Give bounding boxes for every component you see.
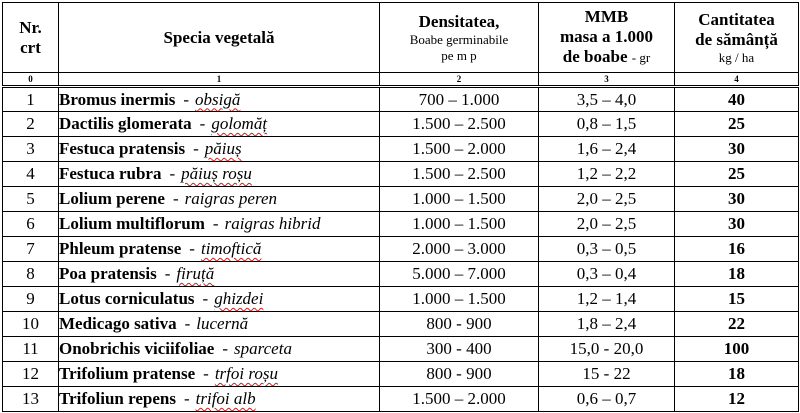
scientific-name: Lolium perene (59, 189, 165, 208)
density-cell: 2.000 – 3.000 (380, 237, 539, 262)
column-index: 4 (675, 73, 799, 87)
scientific-name: Bromus inermis (59, 89, 176, 109)
column-index: 1 (59, 73, 380, 87)
mmb-cell: 0,3 – 0,4 (539, 262, 675, 287)
row-number: 5 (3, 187, 59, 212)
name-separator: - (183, 389, 190, 408)
header-species: Specia vegetală (59, 3, 380, 73)
scientific-name: Poa pratensis (59, 264, 157, 283)
common-name: raigras hibrid (224, 214, 321, 233)
seed-table (2, 2, 799, 412)
quantity-cell: 100 (675, 337, 799, 362)
scientific-name: Dactilis glomerata (59, 114, 192, 133)
name-separator: - (212, 214, 219, 233)
scientific-name: Lotus corniculatus (59, 289, 195, 308)
header-nr-line2: crt (20, 37, 41, 57)
common-name: trifoi alb (195, 389, 256, 408)
table-row (3, 312, 799, 337)
mmb-cell: 1,6 – 2,4 (539, 137, 675, 162)
header-density (380, 3, 539, 73)
row-number: 9 (3, 287, 59, 312)
scientific-name: Lolium multiflorum (59, 214, 205, 233)
table-row (3, 237, 799, 262)
density-cell: 800 - 900 (380, 362, 539, 387)
name-separator: - (172, 189, 179, 208)
common-name: sparceta (234, 339, 292, 358)
table-row (3, 262, 799, 287)
species-cell (59, 162, 380, 187)
name-separator: - (222, 339, 229, 358)
table-row (3, 212, 799, 237)
name-separator: - (193, 139, 199, 158)
row-number: 11 (3, 337, 59, 362)
quantity-cell: 15 (675, 287, 799, 312)
density-cell: 5.000 – 7.000 (380, 262, 539, 287)
header-row (3, 3, 799, 73)
mmb-cell: 0,3 – 0,5 (539, 237, 675, 262)
name-separator: - (202, 289, 209, 308)
name-separator: - (199, 114, 206, 133)
mmb-cell: 0,6 – 0,7 (539, 387, 675, 412)
row-number: 2 (3, 112, 59, 137)
table-row (3, 112, 799, 137)
common-name: ghizdei (214, 289, 264, 308)
name-separator: - (169, 164, 176, 183)
scientific-name: Medicago sativa (59, 314, 177, 333)
table-row (3, 362, 799, 387)
row-number: 3 (3, 137, 59, 162)
scientific-name: Festuca pratensis (59, 139, 186, 158)
scientific-name: Onobrichis viciifoliae (59, 339, 215, 358)
name-separator: - (203, 364, 209, 383)
mmb-cell: 3,5 – 4,0 (539, 87, 675, 112)
quantity-cell: 30 (675, 137, 799, 162)
species-cell (59, 187, 380, 212)
mmb-cell: 0,8 – 1,5 (539, 112, 675, 137)
header-nr (3, 3, 59, 73)
header-mmb-line3 (539, 47, 674, 68)
species-cell (59, 212, 380, 237)
row-number: 12 (3, 362, 59, 387)
column-index: 0 (3, 73, 59, 87)
column-index: 3 (539, 73, 675, 87)
quantity-cell: 18 (675, 362, 799, 387)
mmb-cell: 15,0 - 20,0 (539, 337, 675, 362)
row-number: 1 (3, 87, 59, 112)
header-density-title: Densitatea, (418, 11, 500, 31)
mmb-cell: 15 - 22 (539, 362, 675, 387)
quantity-cell: 18 (675, 262, 799, 287)
density-cell: 1.000 – 1.500 (380, 187, 539, 212)
common-name: lucernă (196, 314, 249, 333)
density-cell: 1.500 – 2.000 (380, 137, 539, 162)
common-name: golomăț (211, 114, 268, 133)
table-row (3, 137, 799, 162)
quantity-cell: 30 (675, 212, 799, 237)
mmb-cell: 1,2 – 2,2 (539, 162, 675, 187)
scientific-name: Phleum pratense (59, 239, 182, 258)
species-cell (59, 362, 380, 387)
scientific-name: Trifolium pratense (59, 364, 196, 383)
name-separator: - (189, 239, 195, 258)
row-number: 8 (3, 262, 59, 287)
common-name: timoftică (200, 239, 262, 258)
header-quantity-unit: kg / ha (718, 49, 755, 65)
table-body (3, 87, 799, 412)
quantity-cell: 22 (675, 312, 799, 337)
name-separator: - (183, 89, 189, 109)
mmb-cell: 2,0 – 2,5 (539, 212, 675, 237)
header-density-sub2: pe m p (441, 47, 477, 63)
header-mmb-line2: masa a 1.000 (559, 27, 654, 46)
scientific-name: Trifoliun repens (59, 389, 176, 408)
density-cell: 700 – 1.000 (380, 87, 539, 112)
header-mmb-unit: - gr (631, 50, 651, 65)
row-number: 13 (3, 387, 59, 412)
row-number: 10 (3, 312, 59, 337)
header-mmb-title: MMB (584, 7, 629, 26)
header-quantity-title2: de sămânță (695, 29, 778, 49)
density-cell: 1.500 – 2.500 (380, 162, 539, 187)
column-index-row (3, 73, 799, 87)
common-name: păiuș (204, 139, 242, 158)
quantity-cell: 30 (675, 187, 799, 212)
header-quantity-title1: Cantitatea (698, 9, 775, 29)
table-row (3, 337, 799, 362)
density-cell: 300 - 400 (380, 337, 539, 362)
species-cell (59, 137, 380, 162)
common-name: raigras peren (184, 189, 278, 208)
scientific-name: Festuca rubra (59, 164, 162, 183)
common-name: firuță (176, 264, 215, 283)
header-density-sub1: Boabe germinabile (409, 31, 509, 47)
table-row (3, 87, 799, 112)
species-cell (59, 312, 380, 337)
density-cell: 1.000 – 1.500 (380, 212, 539, 237)
quantity-cell: 25 (675, 112, 799, 137)
mmb-cell: 1,2 – 1,4 (539, 287, 675, 312)
species-cell (59, 337, 380, 362)
density-cell: 1.500 – 2.000 (380, 387, 539, 412)
common-name: păiuș roșu (181, 164, 252, 183)
species-cell (59, 112, 380, 137)
header-mmb (539, 3, 675, 73)
table-row (3, 162, 799, 187)
common-name: obsigă (195, 89, 241, 109)
header-nr-line1: Nr. (19, 17, 42, 37)
common-name: trfoi roșu (214, 364, 278, 383)
quantity-cell: 12 (675, 387, 799, 412)
name-separator: - (184, 314, 191, 333)
density-cell: 1.500 – 2.500 (380, 112, 539, 137)
table-row (3, 387, 799, 412)
quantity-cell: 40 (675, 87, 799, 112)
row-number: 6 (3, 212, 59, 237)
name-separator: - (164, 264, 171, 283)
density-cell: 800 - 900 (380, 312, 539, 337)
species-cell (59, 287, 380, 312)
species-cell (59, 262, 380, 287)
header-quantity (675, 3, 799, 73)
row-number: 4 (3, 162, 59, 187)
species-cell (59, 237, 380, 262)
quantity-cell: 16 (675, 237, 799, 262)
mmb-cell: 1,8 – 2,4 (539, 312, 675, 337)
mmb-cell: 2,0 – 2,5 (539, 187, 675, 212)
density-cell: 1.000 – 1.500 (380, 287, 539, 312)
quantity-cell: 25 (675, 162, 799, 187)
table-row (3, 187, 799, 212)
table-row (3, 287, 799, 312)
column-index: 2 (380, 73, 539, 87)
species-cell (59, 387, 380, 412)
header-mmb-line3-text: de boabe (562, 47, 628, 66)
row-number: 7 (3, 237, 59, 262)
species-cell (59, 87, 380, 112)
